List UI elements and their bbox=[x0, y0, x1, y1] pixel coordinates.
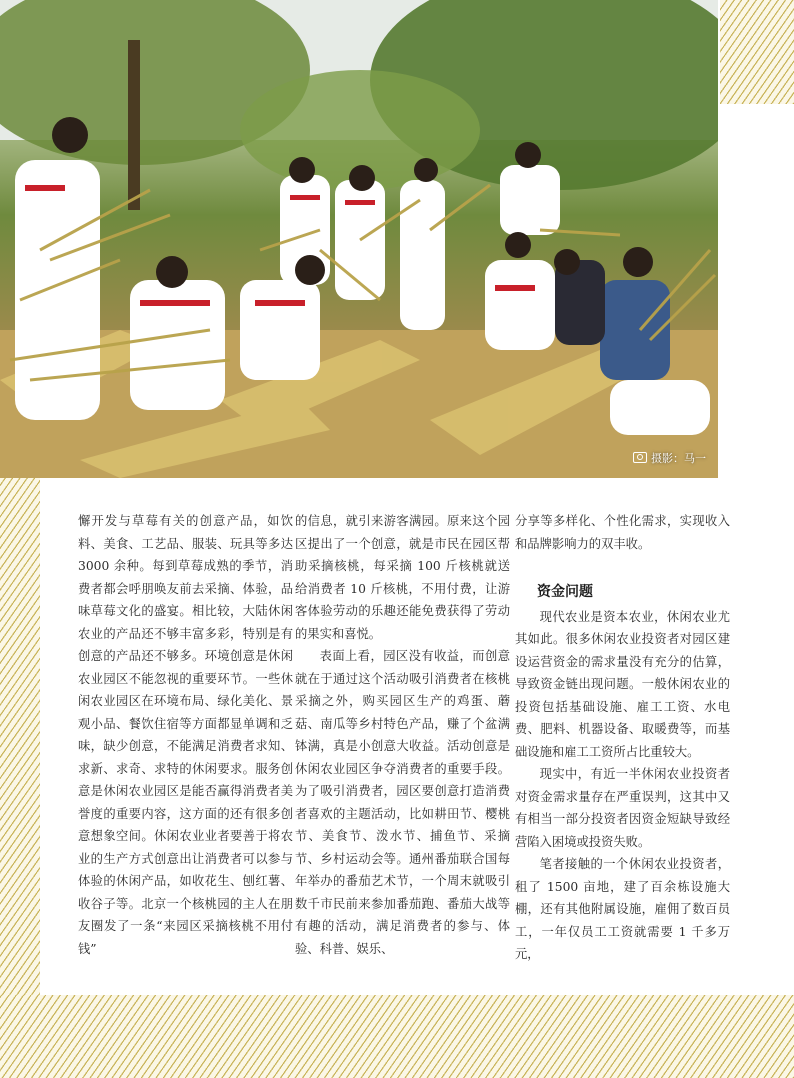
paragraph: 懈开发与草莓有关的创意产品，如饮料、美食、工艺品、服装、玩具等多达 3000 余种。每到草莓成熟的季节，消费者都会呼朋唤友前去采摘、体验，品味草莓文化的盛宴。相比较，大陆休闲农业的产品还不够丰富多彩，特别是有创意的产品还不够多。环境创意是休闲农业园区不能忽视的重要环节。一些休闲农业园区在环境布局、绿化美化、景观小品、餐饮住宿等方面都显单调和乏味，缺少创意，不能满足消费者求知、求新、求奇、求特的休闲要求。服务创意是休闲农业园区是能否赢得消费者美誉度的重要内容，这方面的还有很多创意想象空间。休闲农业业者要善于将农业的生产方式创意出让消费者可以参与体验的休闲产品，如收花生、刨红薯、收谷子等。北京一个核桃园的主人在朋友圈发了一条“来园区采摘核桃不用付钱” bbox=[78, 514, 293, 956]
decorative-hatch-bottom bbox=[0, 995, 794, 1078]
decorative-hatch-left bbox=[0, 478, 40, 1078]
paragraph: 现代农业是资本农业，休闲农业尤其如此。很多休闲农业投资者对园区建设运营资金的需求量没有充分的估算，导致资金链出现问题。一般休闲农业的投资包括基础设施、雇工工资、水电费、肥料、机器设备、取暖费等，而基础设施和雇工工资所占比重较大。 bbox=[515, 609, 730, 759]
camera-icon bbox=[633, 452, 647, 463]
paragraph: 现实中，有近一半休闲农业投资者对资金需求量存在严重误判，这其中又有相当一部分投资者因资金短缺导致经营陷入困境或投资失败。 bbox=[515, 767, 730, 849]
photo-credit: 摄影：马一 bbox=[633, 450, 706, 466]
decorative-hatch-top-right bbox=[720, 0, 794, 104]
photo-illustration bbox=[0, 0, 718, 478]
article-column-2 bbox=[295, 510, 510, 960]
paragraph: 笔者接触的一个休闲农业投资者，租了 1500 亩地，建了百余栋设施大棚，还有其他附属设施，雇佣了数百员工，一年仅员工工资就需要 1 千多万元， bbox=[515, 857, 730, 961]
harvest-photo bbox=[0, 0, 718, 478]
section-heading: 资金问题 bbox=[537, 584, 593, 600]
paragraph: 分享等多样化、个性化需求，实现收入和品牌影响力的双丰收。 bbox=[515, 514, 730, 551]
paragraph: 表面上看，园区没有收益，而创意就在于通过这个活动吸引消费者在核桃采摘之外，购买园区生产的鸡蛋、蘑菇、南瓜等乡村特色产品，赚了个盆满钵满，真是小创意大收益。活动创意是休闲农业园区争夺消费者的重要手段。为了吸引消费者，园区要创意打造消费者喜欢的主题活动，比如耕田节、樱桃节、美食节、泼水节、捕鱼节、采摘节、乡村运动会等。通州番茄联合国每年举办的番茄艺术节，一个周末就吸引数千市民前来参加番茄跑、番茄大战等有趣的活动，满足消费者的参与、体验、科普、娱乐、 bbox=[295, 649, 510, 956]
paragraph: 的信息，就引来游客满园。原来这个园区提出了一个创意，就是市民在园区帮助采摘核桃，每采摘 100 斤核桃就送给消费者 10 斤核桃，不用付费，让游客体验劳动的乐趣还能免费获得了劳动的果实和喜悦。 bbox=[295, 514, 510, 641]
article-column-1 bbox=[78, 510, 293, 960]
article-column-3 bbox=[515, 510, 730, 966]
